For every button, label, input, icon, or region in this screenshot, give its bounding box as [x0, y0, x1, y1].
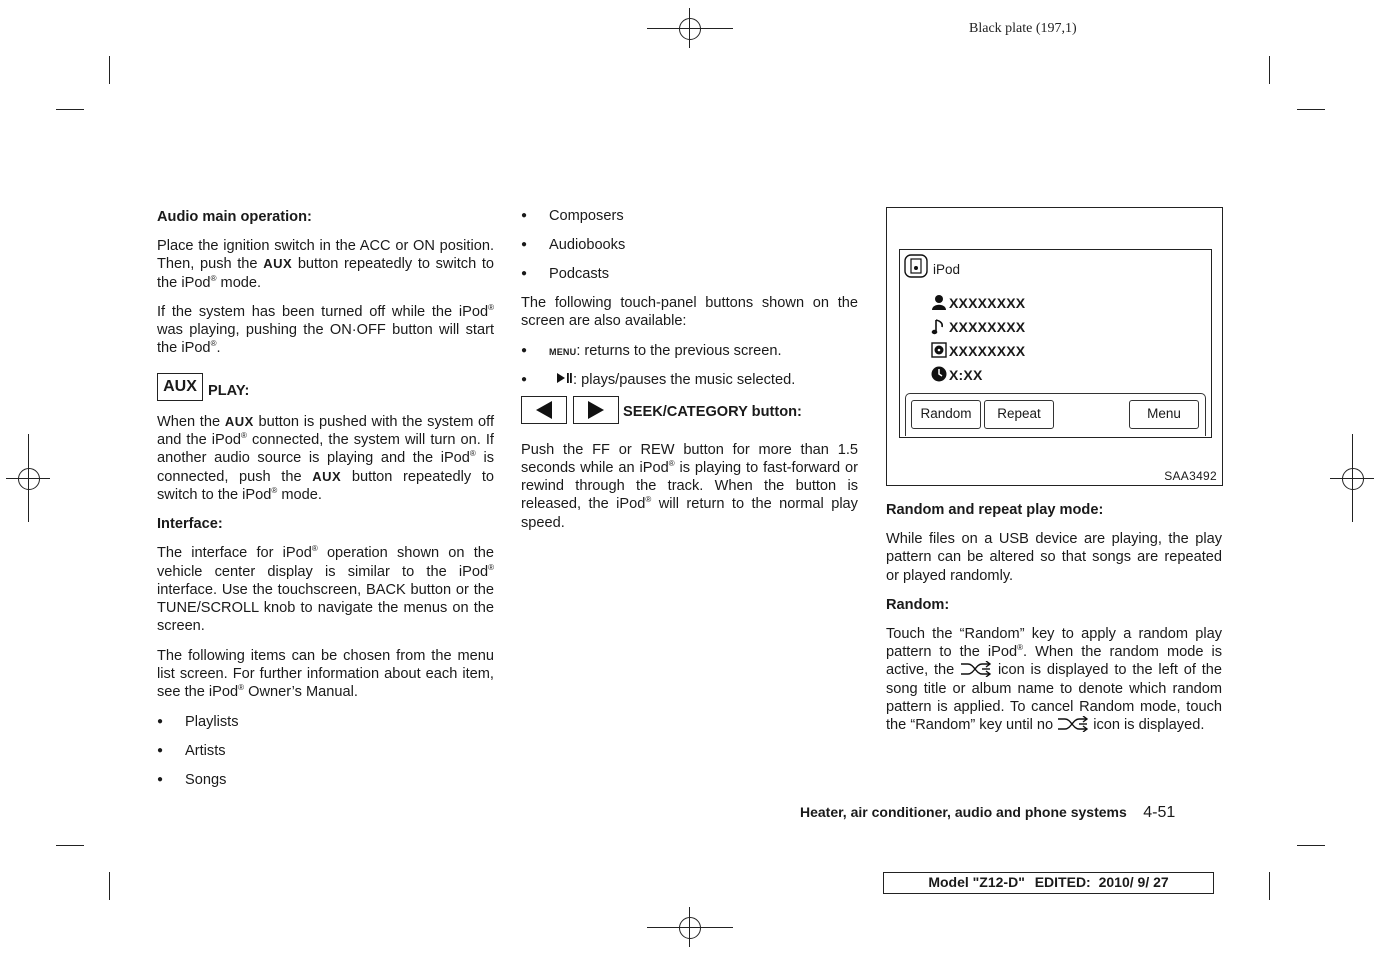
- play-pause-icon: [549, 371, 573, 389]
- artist-icon: [931, 294, 947, 315]
- heading-random: Random:: [886, 596, 950, 613]
- paragraph-random: Touch the “Random” key to apply a random play pattern to the iPod®. When the random mode is active, the icon is displayed to the left of the song title or album name to denote which random pattern is applied. To cancel Random mode, touch the “Random” key until no icon is displayed.: [886, 625, 1223, 734]
- model-edited-box: Model "Z12-D" EDITED: 2010/ 9/ 27: [883, 872, 1214, 894]
- section-title: Heater, air conditioner, audio and phone systems: [800, 804, 1127, 820]
- paragraph-ignition: Place the ignition switch in the ACC or ON position. Then, push the AUX button repeatedly to switch to the iPod® mode.: [157, 238, 494, 291]
- heading-audio-main: Audio main operation:: [157, 209, 312, 225]
- paragraph-turned-off: If the system has been turned off while the iPod® was playing, pushing the ON·OFF button will start the iPod®.: [157, 303, 494, 357]
- source-label: iPod: [933, 262, 961, 277]
- heading-seek-category: SEEK/CATEGORY button:: [623, 403, 802, 420]
- menu-item-list-continued: [521, 207, 858, 294]
- ipod-icon: [904, 254, 928, 283]
- random-button[interactable]: Random: [911, 400, 981, 429]
- rewind-icon: [521, 396, 567, 424]
- aux-inline-icon: AUX: [312, 468, 342, 484]
- paragraph-touch-panel: The following touch-panel buttons shown on the screen are also available:: [521, 295, 858, 330]
- page-footer: [800, 804, 1175, 822]
- paragraph-interface: The interface for iPod® operation shown on the vehicle center display is similar to the iPod® interface. Use the touchscreen, BACK button or the TUNE/SCROLL knob to navigate the menus on the screen.: [157, 544, 494, 635]
- column-3: [886, 501, 1222, 735]
- paragraph-seek: Push the FF or REW button for more than 1.5 seconds while an iPod® is playing to fast-forward or rewind through the track. When the button is released, the iPod® will return to the normal play speed.: [521, 441, 859, 531]
- list-item: ● Songs: [157, 771, 494, 800]
- album-row: XXXXXXXX: [949, 343, 1026, 359]
- list-item-play-pause: ● : plays/pauses the music selected.: [521, 371, 858, 400]
- artist-row: XXXXXXXX: [949, 295, 1026, 311]
- song-row: XXXXXXXX: [949, 319, 1026, 335]
- repeat-button[interactable]: Repeat: [984, 400, 1054, 429]
- paragraph-menu-items: The following items can be chosen from the menu list screen. For further information about each item, see the iPod® Owner’s Manual.: [157, 647, 494, 701]
- aux-inline-icon: AUX: [263, 256, 293, 272]
- plate-label: Black plate (197,1): [969, 21, 1077, 36]
- heading-random-repeat: Random and repeat play mode:: [886, 502, 1104, 518]
- aux-inline-icon: AUX: [224, 413, 254, 429]
- album-icon: [931, 342, 947, 363]
- screen-illustration: [886, 207, 1223, 486]
- clock-icon: [931, 366, 947, 387]
- play-heading-row: [157, 373, 494, 407]
- menu-icon: MENU: [549, 346, 577, 357]
- time-row: X:XX: [949, 367, 983, 383]
- column-1: [157, 208, 494, 800]
- menu-item-list: [157, 713, 494, 800]
- list-item: ● Playlists: [157, 713, 494, 742]
- seek-heading-row: [521, 396, 858, 430]
- fast-forward-icon: [573, 396, 619, 424]
- random-icon: [960, 662, 992, 678]
- figure-code: SAA3492: [1164, 469, 1217, 483]
- song-icon: [931, 318, 947, 341]
- menu-button[interactable]: Menu: [1129, 400, 1199, 429]
- random-icon: [1057, 717, 1089, 733]
- heading-interface: Interface:: [157, 516, 223, 533]
- paragraph-play-pattern: While files on a USB device are playing, the play pattern can be altered so that songs are repeated or played randomly.: [886, 531, 1222, 584]
- page-number: 4-51: [1143, 804, 1176, 821]
- touch-button-list: [521, 342, 858, 400]
- display-screen: [899, 249, 1212, 438]
- aux-button-icon: AUX: [157, 373, 203, 401]
- list-item: ● Audiobooks: [521, 236, 858, 265]
- list-item: ● Composers: [521, 207, 858, 236]
- heading-play: PLAY:: [208, 382, 250, 399]
- list-item: ● Artists: [157, 742, 494, 771]
- list-item: ● Podcasts: [521, 265, 858, 294]
- list-item-menu: ● MENU: returns to the previous screen.: [521, 342, 858, 371]
- paragraph-aux-play: When the AUX button is pushed with the system off and the iPod® connected, the system will turn on. If another audio source is playing and the iPod® is connected, push the AUX button repeatedly to switch to the iPod® mode.: [157, 413, 495, 503]
- column-2: [521, 207, 858, 532]
